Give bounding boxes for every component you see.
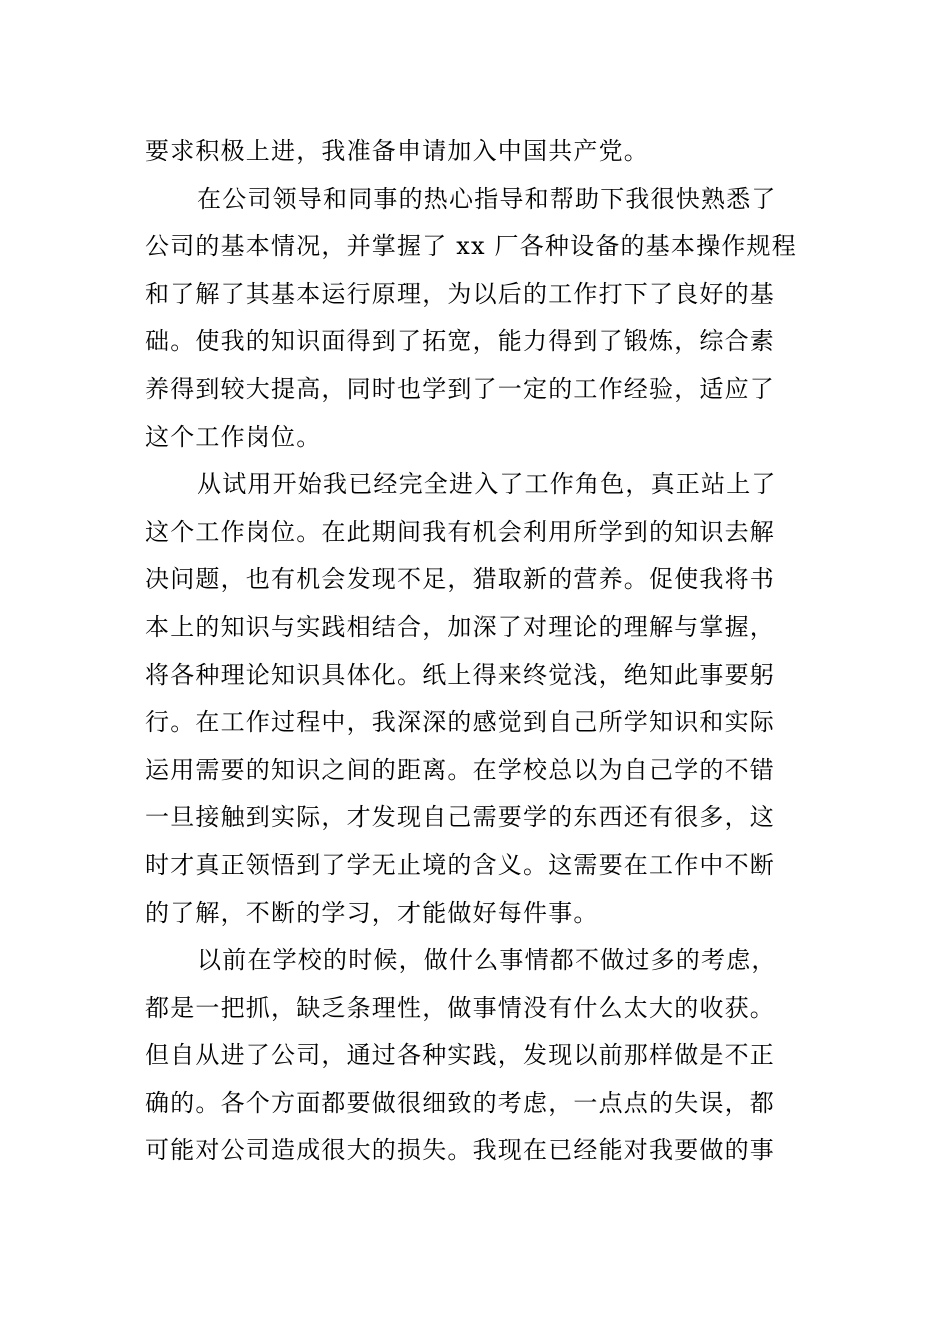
text-line: 养得到较大提高，同时也学到了一定的工作经验，适应了 — [145, 374, 775, 403]
text-line: 行。在工作过程中，我深深的感觉到自己所学知识和实际 — [145, 708, 775, 737]
text-line: 一旦接触到实际，才发现自己需要学的东西还有很多，这 — [145, 803, 775, 832]
text-line: 将各种理论知识具体化。纸上得来终觉浅，绝知此事要躬 — [145, 660, 775, 689]
text-line: 公司的基本情况，并掌握了 xx 厂各种设备的基本操作规程 — [145, 232, 797, 261]
text-line: 要求积极上进，我准备申请加入中国共产党。 — [145, 137, 649, 165]
text-line: 这个工作岗位。 — [145, 422, 322, 451]
text-line: 的了解，不断的学习，才能做好每件事。 — [145, 898, 599, 927]
text-line: 时才真正领悟到了学无止境的含义。这需要在工作中不断 — [145, 850, 775, 879]
text-line: 和了解了其基本运行原理，为以后的工作打下了良好的基 — [145, 279, 775, 308]
text-line: 本上的知识与实践相结合，加深了对理论的理解与掌握， — [145, 612, 775, 641]
text-line: 础。使我的知识面得到了拓宽，能力得到了锻炼，综合素 — [145, 327, 775, 356]
text-line: 确的。各个方面都要做很细致的考虑，一点点的失误，都 — [145, 1088, 775, 1117]
text-line: 决问题，也有机会发现不足，猎取新的营养。促使我将书 — [145, 565, 775, 594]
text-line: 可能对公司造成很大的损失。我现在已经能对我要做的事 — [145, 1136, 775, 1165]
text-line: 都是一把抓，缺乏条理性，做事情没有什么太大的收获。 — [145, 993, 775, 1022]
text-line: 这个工作岗位。在此期间我有机会利用所学到的知识去解 — [145, 517, 775, 546]
paragraph-first-line: 从试用开始我已经完全进入了工作角色，真正站上了 — [197, 470, 777, 499]
document-body — [145, 128, 807, 1175]
text-line: 但自从进了公司，通过各种实践，发现以前那样做是不正 — [145, 1041, 775, 1070]
text-line: 运用需要的知识之间的距离。在学校总以为自己学的不错 — [145, 755, 775, 784]
paragraph-first-line: 在公司领导和同事的热心指导和帮助下我很快熟悉了 — [197, 184, 777, 213]
paragraph-first-line: 以前在学校的时候，做什么事情都不做过多的考虑， — [197, 946, 777, 975]
